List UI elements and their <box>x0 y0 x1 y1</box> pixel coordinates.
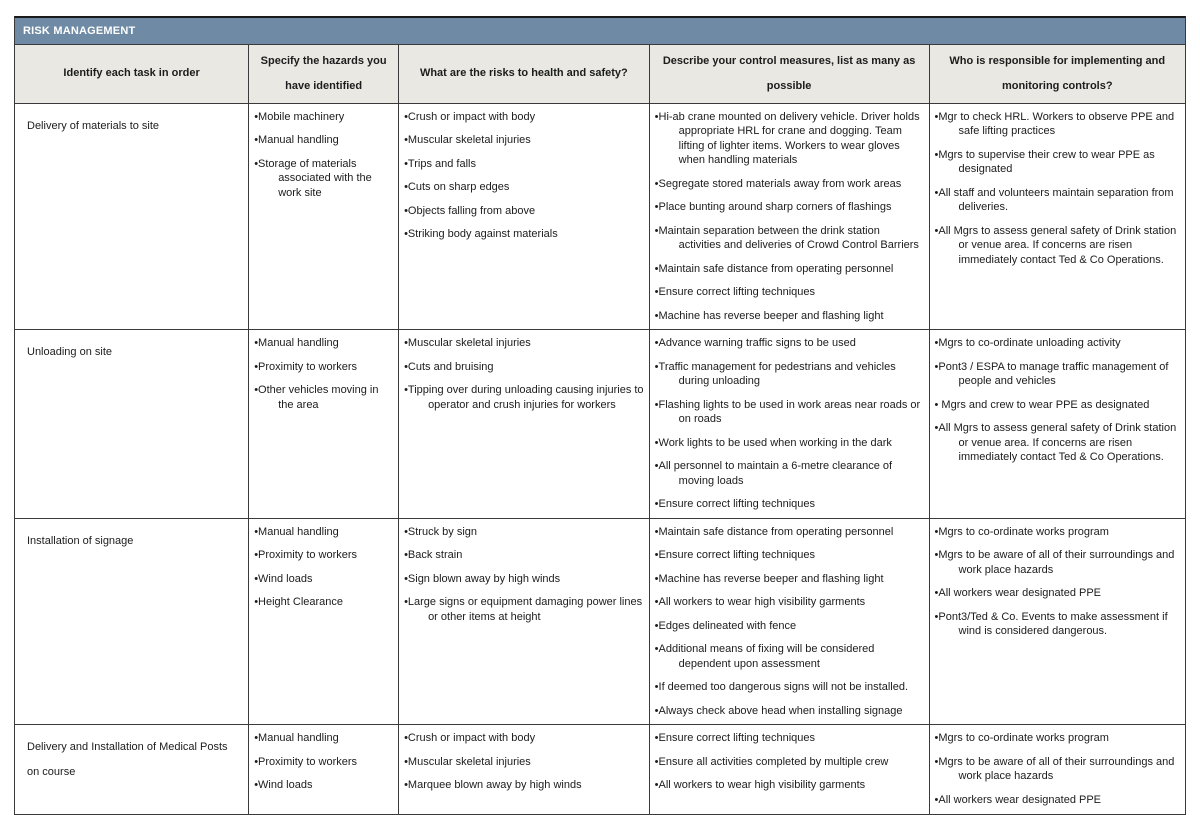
bullet-item: •Marquee blown away by high winds <box>404 779 582 792</box>
bullet-item: •All workers wear designated PPE <box>934 794 1101 806</box>
bullet-item: •Back strain <box>404 549 463 562</box>
bullet-item: •All workers wear designated PPE <box>934 587 1101 600</box>
responsible-cell <box>929 330 1185 519</box>
table-row <box>15 725 1186 814</box>
bullet-item: •Proximity to workers <box>254 549 358 562</box>
bullet-item: •Proximity to workers <box>254 360 358 373</box>
bullet-item: •Flashing lights to be used in work areas near roads or on roads <box>654 398 921 426</box>
bullet-item: •Mgrs to co-ordinate works program <box>934 732 1109 745</box>
risk-table-body <box>15 103 1186 814</box>
bullet-item: •Ensure correct lifting techniques <box>654 498 816 511</box>
bullet-item: •Wind loads <box>254 572 313 585</box>
bullet-item: •Mgrs to supervise their crew to wear PPE as designated <box>934 148 1155 176</box>
column-header-risks: What are the risks to health and safety? <box>399 45 650 104</box>
bullet-item: •Storage of materials associated with the work site <box>254 157 372 199</box>
column-header-task: Identify each task in order <box>15 45 249 104</box>
bullet-item: •Pont3/Ted & Co. Events to make assessment if wind is considered dangerous. <box>934 610 1168 638</box>
risks-cell <box>399 725 650 814</box>
bullet-item: •Ensure all activities completed by multiple crew <box>654 755 889 768</box>
bullet-item: •Place bunting around sharp corners of flashings <box>654 201 892 214</box>
bullet-item: •Manual handling <box>254 732 339 745</box>
bullet-item: •Struck by sign <box>404 525 477 538</box>
risks-cell <box>399 103 650 330</box>
bullet-item: •Proximity to workers <box>254 755 358 768</box>
bullet-item: •Maintain safe distance from operating personnel <box>654 525 894 538</box>
bullet-item: •Muscular skeletal injuries <box>404 755 531 768</box>
column-header-hazards: Specify the hazards you have identified <box>249 45 399 104</box>
controls-cell <box>649 518 929 725</box>
bullet-item: •Wind loads <box>254 779 313 792</box>
bullet-item: •Hi-ab crane mounted on delivery vehicle. Driver holds appropriate HRL for crane and dogging. Team lifting of lighter items. Workers to wear gloves when handling materials <box>654 110 920 167</box>
bullet-item: •Mobile machinery <box>254 110 345 123</box>
bullet-item: •Height Clearance <box>254 596 344 609</box>
bullet-item: •Always check above head when installing signage <box>654 704 903 717</box>
bullet-item: •Large signs or equipment damaging power lines or other items at height <box>404 596 643 623</box>
controls-cell <box>649 725 929 814</box>
bullet-item: •Tipping over during unloading causing injuries to operator and crush injuries for workers <box>404 384 644 411</box>
task-cell: Delivery of materials to site <box>15 103 249 330</box>
bullet-item: •Manual handling <box>254 337 339 350</box>
bullet-item: •All Mgrs to assess general safety of Drink station or venue area. If concerns are risen immediately contact Ted & Co Operations. <box>934 422 1177 464</box>
bullet-item: •Machine has reverse beeper and flashing light <box>654 309 884 322</box>
column-header-responsible: Who is responsible for implementing and monitoring controls? <box>929 45 1185 104</box>
bullet-item: •All workers to wear high visibility garments <box>654 596 866 609</box>
hazards-cell <box>249 725 399 814</box>
table-row <box>15 330 1186 519</box>
bullet-item: •Additional means of fixing will be considered dependent upon assessment <box>654 643 875 670</box>
task-cell: Installation of signage <box>15 518 249 725</box>
risk-assessment-table <box>14 44 1186 815</box>
bullet-item: •Pont3 / ESPA to manage traffic management of people and vehicles <box>934 360 1169 388</box>
bullet-item: •All workers to wear high visibility garments <box>654 779 866 792</box>
bullet-item: •Ensure correct lifting techniques <box>654 549 816 562</box>
table-row <box>15 103 1186 330</box>
bullet-item: •Trips and falls <box>404 157 476 170</box>
controls-cell <box>649 103 929 330</box>
bullet-item: •Manual handling <box>254 525 339 538</box>
task-cell: Delivery and Installation of Medical Posts on course <box>15 725 249 814</box>
task-cell: Unloading on site <box>15 330 249 519</box>
hazards-cell <box>249 103 399 330</box>
page-title: RISK MANAGEMENT <box>23 25 136 37</box>
bullet-item: •Other vehicles moving in the area <box>254 384 379 411</box>
bullet-item: •Edges delineated with fence <box>654 619 797 632</box>
bullet-item: •Mgrs to be aware of all of their surroundings and work place hazards <box>934 755 1175 783</box>
responsible-cell <box>929 518 1185 725</box>
bullet-item: •Cuts on sharp edges <box>404 181 510 194</box>
hazards-cell <box>249 330 399 519</box>
bullet-item: •Sign blown away by high winds <box>404 572 561 585</box>
table-row <box>15 518 1186 725</box>
bullet-item: •All Mgrs to assess general safety of Drink station or venue area. If concerns are risen immediately contact Ted & Co Operations. <box>934 224 1177 266</box>
bullet-item: •Traffic management for pedestrians and vehicles during unloading <box>654 360 896 388</box>
bullet-item: •Machine has reverse beeper and flashing light <box>654 572 884 585</box>
bullet-item: •Mgr to check HRL. Workers to observe PPE and safe lifting practices <box>934 110 1175 138</box>
bullet-item: •Crush or impact with body <box>404 732 536 745</box>
bullet-item: •Ensure correct lifting techniques <box>654 732 816 745</box>
bullet-item: •Mgrs to co-ordinate works program <box>934 525 1109 538</box>
controls-cell <box>649 330 929 519</box>
risks-cell <box>399 518 650 725</box>
column-header-controls: Describe your control measures, list as many as possible <box>649 45 929 104</box>
bullet-item: •Manual handling <box>254 134 339 147</box>
bullet-item: •All staff and volunteers maintain separation from deliveries. <box>934 186 1174 214</box>
responsible-cell <box>929 103 1185 330</box>
bullet-item: •Mgrs to be aware of all of their surroundings and work place hazards <box>934 549 1175 576</box>
bullet-item: •Work lights to be used when working in the dark <box>654 436 892 449</box>
bullet-item: •Maintain separation between the drink station activities and deliveries of Crowd Control Barriers <box>654 224 919 252</box>
bullet-item: •Striking body against materials <box>404 228 558 241</box>
bullet-item: •Cuts and bruising <box>404 360 494 373</box>
bullet-item: •Segregate stored materials away from work areas <box>654 177 902 190</box>
bullet-item: •Mgrs to co-ordinate unloading activity <box>934 337 1121 350</box>
responsible-cell <box>929 725 1185 814</box>
table-header-row <box>15 45 1186 104</box>
hazards-cell <box>249 518 399 725</box>
bullet-item: •If deemed too dangerous signs will not be installed. <box>654 681 908 694</box>
bullet-item: • Mgrs and crew to wear PPE as designated <box>934 398 1150 411</box>
risk-management-header-bar <box>14 16 1186 44</box>
bullet-item: •Objects falling from above <box>404 204 536 217</box>
bullet-item: •Crush or impact with body <box>404 110 536 123</box>
bullet-item: •Advance warning traffic signs to be used <box>654 337 856 350</box>
bullet-item: •All personnel to maintain a 6-metre clearance of moving loads <box>654 460 893 487</box>
bullet-item: •Muscular skeletal injuries <box>404 134 531 147</box>
risks-cell <box>399 330 650 519</box>
bullet-item: •Ensure correct lifting techniques <box>654 286 816 299</box>
bullet-item: •Maintain safe distance from operating personnel <box>654 262 894 275</box>
bullet-item: •Muscular skeletal injuries <box>404 337 531 350</box>
